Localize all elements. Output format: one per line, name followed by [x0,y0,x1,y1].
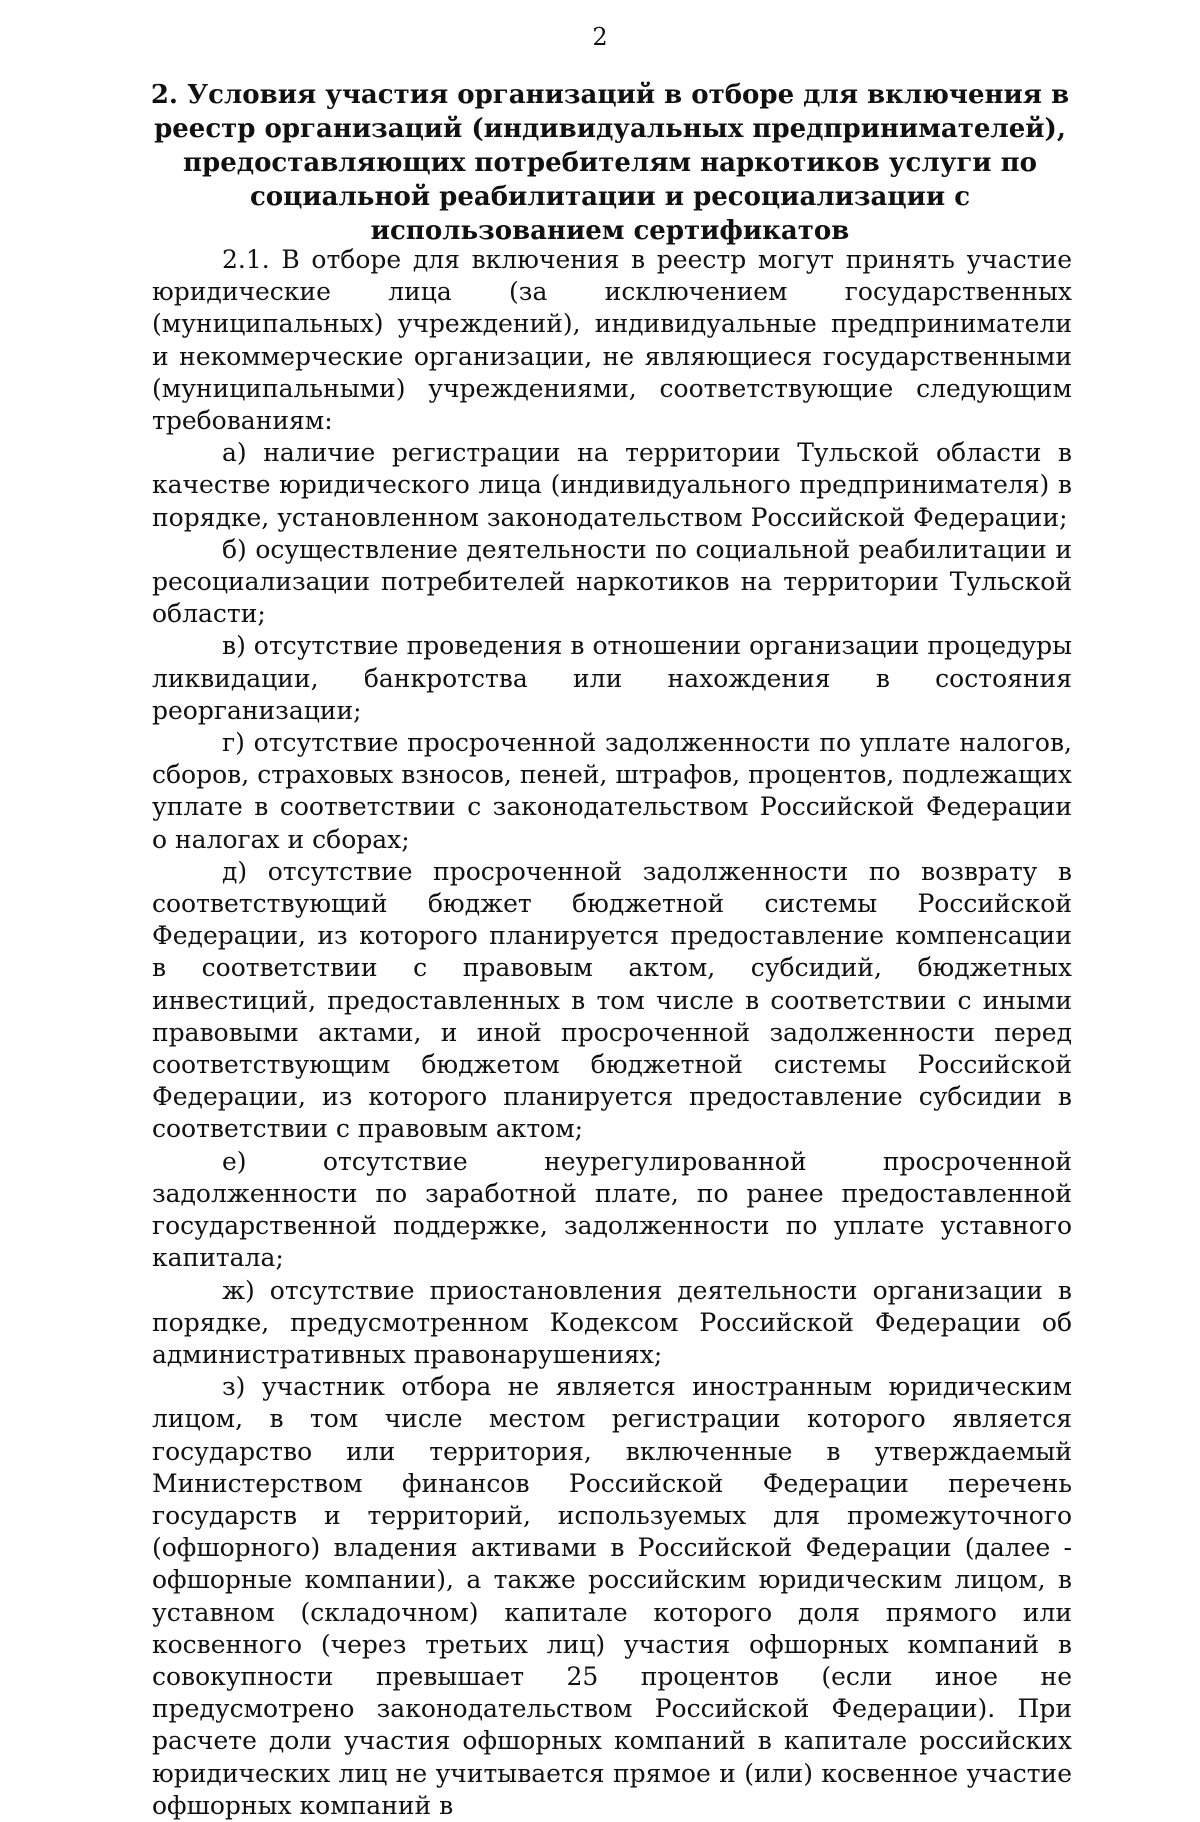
paragraph-item-v: в) отсутствие проведения в отношении организации процедуры ликвидации, банкротства или нахождения в состояния реорганизации; [152,631,1072,725]
paragraph-item-z: з) участник отбора не является иностранным юридическим лицом, в том числе местом регистрации которого является государство или территория, включенные в утверждаемый Министерством финансов Российской Федерации перечень государств и территорий, используемых для промежуточного (офшорного) владения активами в Российской Федерации (далее - офшорные компании), а также российским юридическим лицом, в уставном (складочном) капитале которого доля прямого или косвенного (через третьих лиц) участия офшорных компаний в совокупности превышает 25 процентов (если иное не предусмотрено законодательством Российской Федерации). При расчете доли участия офшорных компаний в капитале российских юридических лиц не учитывается прямое и (или) косвенное участие офшорных компаний в [152,1372,1072,1820]
paragraph-item-e: е) отсутствие неурегулированной просроченной задолженности по заработной плате, по ранее предоставленной государственной поддержке, задолженности по уплате уставного капитала; [152,1146,1072,1273]
paragraph-item-b: б) осуществление деятельности по социальной реабилитации и ресоциализации потребителей наркотиков на территории Тульской области; [152,534,1072,629]
paragraph-item-d: д) отсутствие просроченной задолженности по возврату в соответствующий бюджет бюджетной системы Российской Федерации, из которого планируется предоставление компенсации в соответствии с правовым актом, субсидий, бюджетных инвестиций, предоставленных в том числе в соответствии с иными правовыми актами, и иной просроченной задолженности перед соответствующим бюджетом бюджетной системы Российской Федерации, из которого планируется предоставление субсидии в соответствии с правовым актом; [152,856,1072,1144]
section-body [152,244,1072,1822]
page-number: 2 [592,23,608,51]
paragraph-2-1: 2.1. В отборе для включения в реестр могут принять участие юридические лица (за исключением государственных (муниципальных) учреждений), индивидуальные предприниматели и некоммерческие организации, не являющиеся государственными (муниципальными) учреждениями, соответствующие следующим требованиям: [152,245,1072,436]
paragraph-item-zh: ж) отсутствие приостановления деятельности организации в порядке, предусмотренном Кодексом Российской Федерации об административных правонарушениях; [152,1275,1072,1369]
paragraph-item-a: а) наличие регистрации на территории Тульской области в качестве юридического лица (индивидуального предпринимателя) в порядке, установленном законодательством Российской Федерации; [152,438,1072,532]
section-heading: 2. Условия участия организаций в отборе для включения в реестр организаций (индивидуальных предпринимателей), предоставляющих потребителям наркотиков услуги по социальной реабилитации и ресоциализации с использованием сертификатов [150,80,1070,246]
paragraph-item-g: г) отсутствие просроченной задолженности по уплате налогов, сборов, страховых взносов, пеней, штрафов, процентов, подлежащих уплате в соответствии с законодательством Российской Федерации о налогах и сборах; [152,728,1072,854]
